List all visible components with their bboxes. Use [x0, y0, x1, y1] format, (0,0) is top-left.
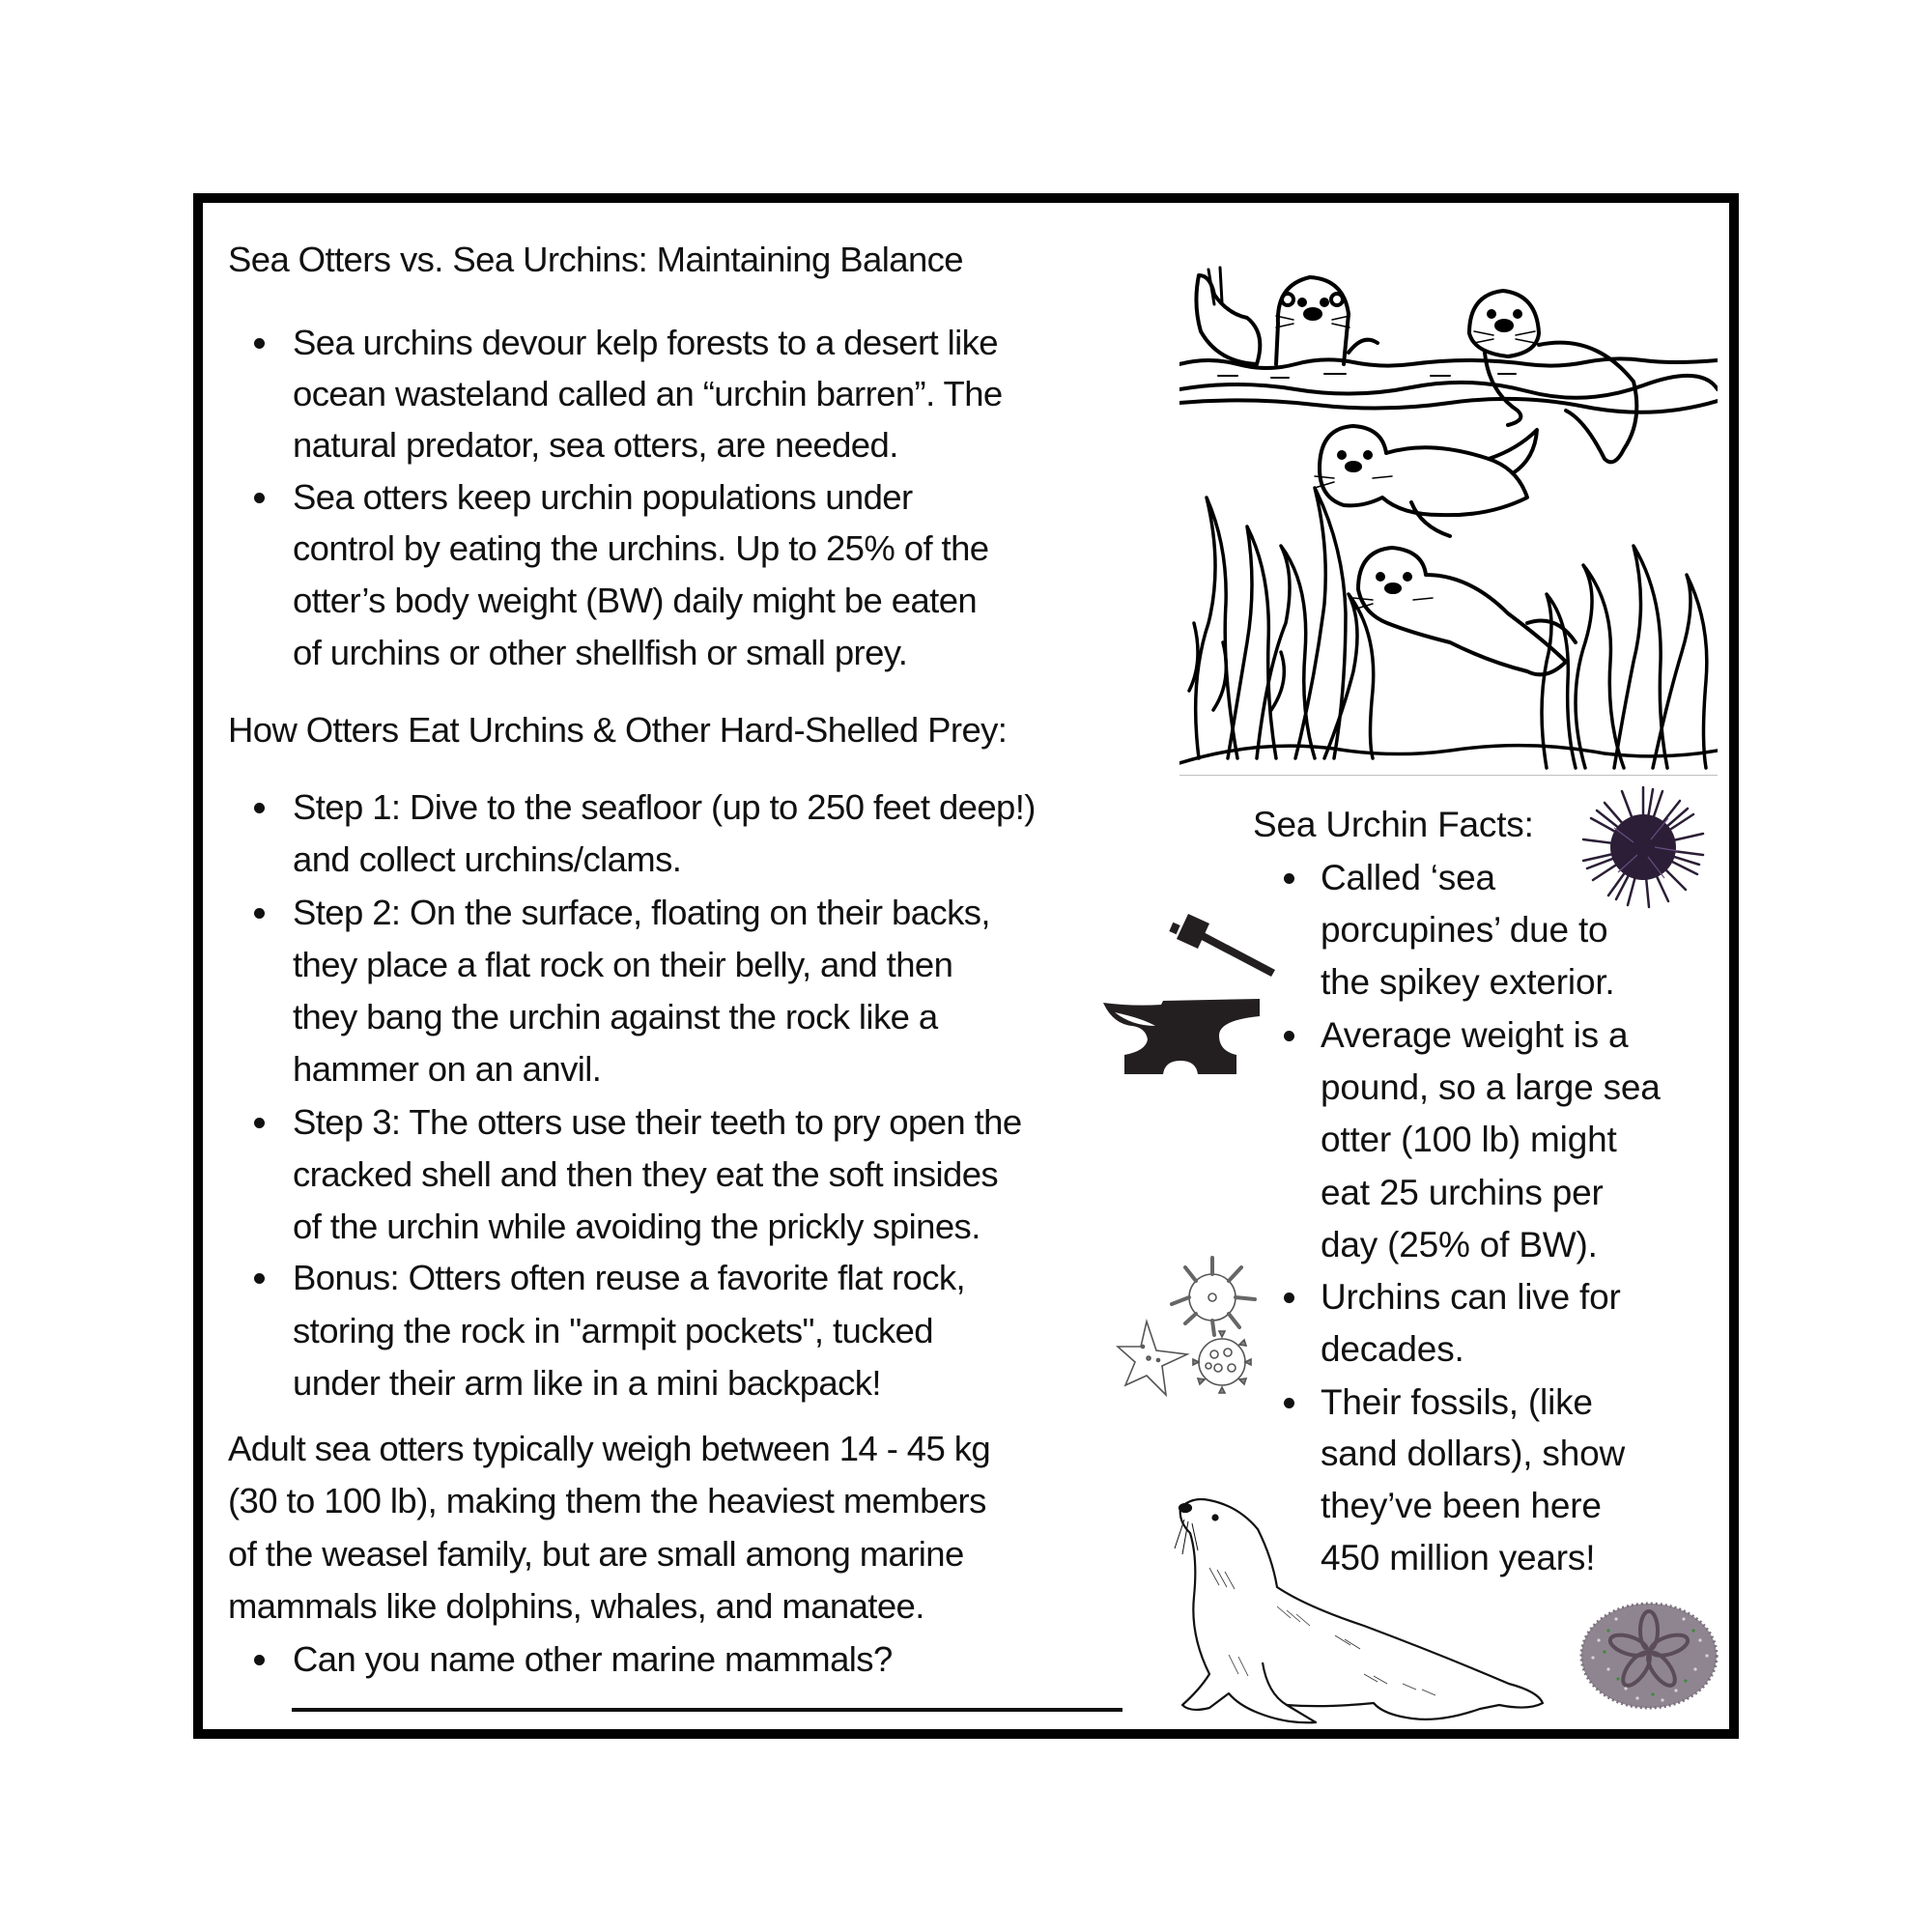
knobbed-urchin-shell	[1193, 1331, 1251, 1393]
facts-heading: Sea Urchin Facts:	[1253, 805, 1534, 844]
bonus-line: Bonus: Otters often reuse a favorite flat rock,	[293, 1258, 966, 1297]
fact-2-line: pound, so a large sea	[1321, 1067, 1661, 1107]
otter-swimming	[1315, 426, 1537, 536]
bullet	[1284, 1293, 1294, 1303]
bullet	[254, 908, 265, 919]
step-2-line: Step 2: On the surface, floating on their backs,	[293, 893, 990, 932]
step-1-line: and collect urchins/clams.	[293, 839, 682, 879]
intro-bullet-1-line: Sea urchins devour kelp forests to a desert like	[293, 323, 998, 362]
bullet	[1284, 1398, 1294, 1408]
fact-2-line: eat 25 urchins per	[1321, 1173, 1604, 1212]
fact-1-line: the spikey exterior.	[1321, 962, 1615, 1002]
sand-dollar-icon	[1579, 1602, 1719, 1710]
intro-bullet-1-line: ocean wasteland called an “urchin barren”. The	[293, 374, 1003, 413]
sea-urchin-icon	[1580, 784, 1706, 910]
question-text: Can you name other marine mammals?	[293, 1639, 893, 1679]
step-2-line: hammer on an anvil.	[293, 1049, 602, 1089]
answer-blank-line[interactable]	[292, 1708, 1122, 1712]
intro-bullet-2-line: control by eating the urchins. Up to 25% of the	[293, 528, 989, 568]
starfish-and-urchin-shells	[1116, 1254, 1263, 1399]
hammer-icon	[1167, 906, 1278, 979]
bullet	[1284, 873, 1294, 884]
sea-otters-kelp-illustration	[1179, 256, 1718, 776]
step-3-line: cracked shell and then they eat the soft insides	[293, 1154, 999, 1194]
bonus-line: storing the rock in "armpit pockets", tucked	[293, 1311, 933, 1350]
kelp-right	[1542, 546, 1707, 768]
weight-paragraph-line: (30 to 100 lb), making them the heaviest members	[228, 1481, 986, 1520]
intro-bullet-2-line: otter’s body weight (BW) daily might be eaten	[293, 581, 978, 620]
step-3-line: of the urchin while avoiding the prickly spines.	[293, 1207, 980, 1246]
bullet	[254, 803, 265, 813]
kelp-left	[1189, 488, 1374, 758]
spiny-urchin-shell	[1172, 1258, 1255, 1335]
sea-lion-illustration	[1171, 1491, 1548, 1727]
starfish	[1118, 1321, 1187, 1395]
page-title: Sea Otters vs. Sea Urchins: Maintaining Balance	[228, 240, 963, 279]
fact-3-line: Urchins can live for	[1321, 1277, 1621, 1317]
otter-waving	[1196, 268, 1378, 364]
intro-bullet-2-line: Sea otters keep urchin populations under	[293, 477, 913, 517]
fact-2-line: otter (100 lb) might	[1321, 1120, 1617, 1159]
fact-1-line: porcupines’ due to	[1321, 910, 1608, 950]
section-heading-how: How Otters Eat Urchins & Other Hard-Shelled Prey:	[228, 710, 1008, 750]
bullet	[254, 1273, 265, 1284]
intro-bullet-2-line: of urchins or other shellfish or small prey.	[293, 633, 908, 672]
step-2-line: they place a flat rock on their belly, and then	[293, 945, 953, 984]
bullet	[254, 1118, 265, 1128]
bullet	[1284, 1031, 1294, 1041]
fact-2-line: day (25% of BW).	[1321, 1225, 1598, 1264]
fact-2-line: Average weight is a	[1321, 1015, 1629, 1055]
weight-paragraph-line: of the weasel family, but are small among marine	[228, 1534, 964, 1574]
otter-floating	[1469, 291, 1636, 462]
step-1-line: Step 1: Dive to the seafloor (up to 250 feet deep!)	[293, 787, 1036, 827]
anvil-icon	[1103, 997, 1263, 1074]
otter-diving	[1353, 548, 1576, 674]
bonus-line: under their arm like in a mini backpack!	[293, 1363, 881, 1403]
step-3-line: Step 3: The otters use their teeth to pry open the	[293, 1102, 1022, 1142]
bullet	[254, 1655, 265, 1665]
fact-4-line: they’ve been here	[1321, 1486, 1602, 1525]
bullet	[254, 493, 265, 503]
fact-3-line: decades.	[1321, 1329, 1464, 1369]
fact-4-line: Their fossils, (like	[1321, 1382, 1593, 1422]
fact-4-line: sand dollars), show	[1321, 1434, 1625, 1473]
bullet	[254, 338, 265, 349]
step-2-line: they bang the urchin against the rock like a	[293, 997, 938, 1037]
weight-paragraph-line: Adult sea otters typically weigh between 14 - 45 kg	[228, 1429, 991, 1468]
intro-bullet-1-line: natural predator, sea otters, are needed.	[293, 425, 898, 465]
weight-paragraph-line: mammals like dolphins, whales, and manatee.	[228, 1586, 924, 1626]
fact-4-line: 450 million years!	[1321, 1538, 1596, 1577]
fact-1-line: Called ‘sea	[1321, 858, 1495, 897]
